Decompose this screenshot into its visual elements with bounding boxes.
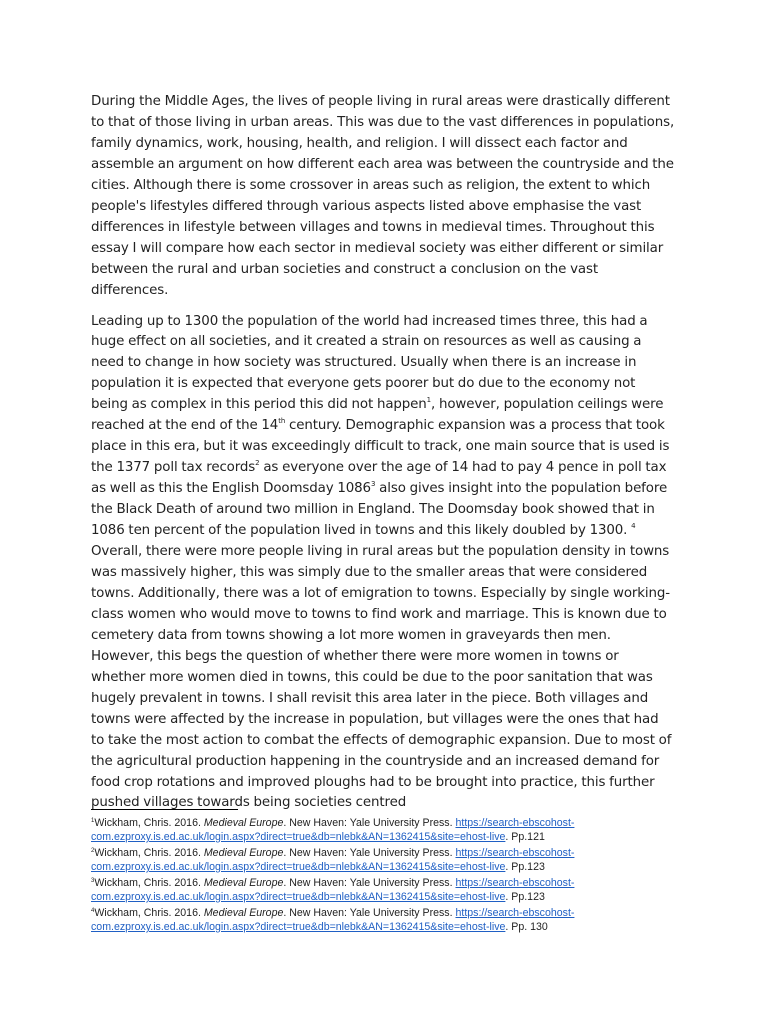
footnote-link[interactable]: com.ezproxy.is.ed.ac.uk/login.aspx?direct=true&db=nlebk&AN=1362415&site=ehost-live xyxy=(91,831,506,843)
footnote-number: 1 xyxy=(91,818,95,824)
paragraph-text: During the Middle Ages, the lives of people living in rural areas were drastically different to that of those living in urban areas. This was due to the vast differences in populations, family dynamics, work, housing, health, and religion. I will dissect each factor and assemble an argument on how different each area was between the countryside and the cities. Although there is some crossover in areas such as religion, the extent to which people's lifestyles differed through various aspects listed above emphasise the vast differences in lifestyle between villages and towns in medieval times. Throughout this essay I will compare how each sector in medieval society was either different or similar between the rural and urban societies and construct a conclusion on the vast differences. xyxy=(91,94,675,298)
paragraph-text: Overall, there were more people living in rural areas but the population density in towns was massively higher, this was simply due to the smaller areas that were considered towns. Additionally, there was a lot of emigration to towns. Especially by single working-class women who would move to towns to find work and marriage. This is known due to cemetery data from towns showing a lot more women in graveyards then men. However, this begs the question of whether there were more women in towns or whether more women died in towns, this could be due to the poor sanitation that was hugely prevalent in towns. I shall revisit this area later in the piece. Both villages and towns were affected by the increase in population, but villages were the ones that had to take the most action to combat the effects of demographic expansion. Due to most of the agricultural production happening in the countryside and an increased demand for food crop rotations and improved ploughs had to be brought into practice, this further pushed villages towards being societies centred xyxy=(91,544,672,811)
footnote-link[interactable]: https://search-ebscohost- xyxy=(455,817,575,829)
paragraph-text: , however, population ceilings were reached at the end of the 14 xyxy=(91,397,664,434)
paragraph-text: also gives insight into the population before the Black Death of around two million in England. The Doomsday book showed that in 1086 ten percent of the population lived in towns and this likely doubled by 1300. xyxy=(91,481,668,539)
footnote-author: Wickham, Chris. 2016. xyxy=(94,847,204,859)
footnote-book-title: Medieval Europe xyxy=(203,907,284,919)
footnote-link[interactable]: https://search-ebscohost- xyxy=(455,907,575,919)
footnote-author: Wickham, Chris. 2016. xyxy=(94,877,204,889)
footnote-page: . Pp.123 xyxy=(505,861,545,873)
footnote-page: . Pp. 130 xyxy=(505,921,548,933)
essay-paragraph xyxy=(91,92,675,302)
essay-paragraph xyxy=(91,312,675,815)
footnote-item xyxy=(91,876,691,904)
footnote-link[interactable]: com.ezproxy.is.ed.ac.uk/login.aspx?direct=true&db=nlebk&AN=1362415&site=ehost-live xyxy=(91,921,506,933)
footnote-link[interactable]: https://search-ebscohost- xyxy=(455,847,575,859)
footnote-publisher: . New Haven: Yale University Press. xyxy=(283,877,456,889)
footnote-page: . Pp.123 xyxy=(505,891,545,903)
footnote-page: . Pp.121 xyxy=(505,831,545,843)
footnote-reference: th xyxy=(278,417,286,426)
footnote-item xyxy=(91,816,691,844)
footnote-book-title: Medieval Europe xyxy=(203,877,284,889)
paragraph-text: Leading up to 1300 the population of the world had increased times three, this had a huge effect on all societies, and it created a strain on resources as well as causing a need to change in how society was structured. Usually when there is an increase in population it is expected that everyone gets poorer but do due to the economy not being as complex in this period this did not happen xyxy=(91,313,648,413)
footnote-link[interactable]: https://search-ebscohost- xyxy=(455,877,575,889)
footnote-author: Wickham, Chris. 2016. xyxy=(94,907,204,919)
footnote-item xyxy=(91,846,691,874)
footnote-book-title: Medieval Europe xyxy=(203,847,284,859)
footnotes-section xyxy=(91,816,691,936)
footnote-publisher: . New Haven: Yale University Press. xyxy=(283,847,456,859)
footnote-reference: 3 xyxy=(370,480,376,489)
footnote-reference: 1 xyxy=(426,396,432,405)
footnote-author: Wickham, Chris. 2016. xyxy=(94,817,204,829)
footnote-reference: 2 xyxy=(255,459,260,468)
footnote-number: 4 xyxy=(91,908,95,914)
essay-body xyxy=(91,92,675,814)
footnote-item xyxy=(91,906,691,934)
footnote-publisher: . New Haven: Yale University Press. xyxy=(283,817,456,829)
footnote-link[interactable]: com.ezproxy.is.ed.ac.uk/login.aspx?direct=true&db=nlebk&AN=1362415&site=ehost-live xyxy=(91,861,506,873)
footnote-number: 2 xyxy=(91,848,95,854)
paragraph-text: as everyone over the age of 14 had to pay 4 pence in poll tax as well as this the English Doomsday 1086 xyxy=(91,460,667,497)
paragraph-text: century. Demographic expansion was a process that took place in this era, but it was exceedingly difficult to track, one main source that is used is the 1377 poll tax records xyxy=(91,418,670,476)
footnote-book-title: Medieval Europe xyxy=(203,817,284,829)
footnote-number: 3 xyxy=(91,878,95,884)
footnote-publisher: . New Haven: Yale University Press. xyxy=(283,907,456,919)
footnote-link[interactable]: com.ezproxy.is.ed.ac.uk/login.aspx?direct=true&db=nlebk&AN=1362415&site=ehost-live xyxy=(91,891,506,903)
footnote-reference: 4 xyxy=(631,522,636,531)
footnote-separator xyxy=(91,809,238,810)
